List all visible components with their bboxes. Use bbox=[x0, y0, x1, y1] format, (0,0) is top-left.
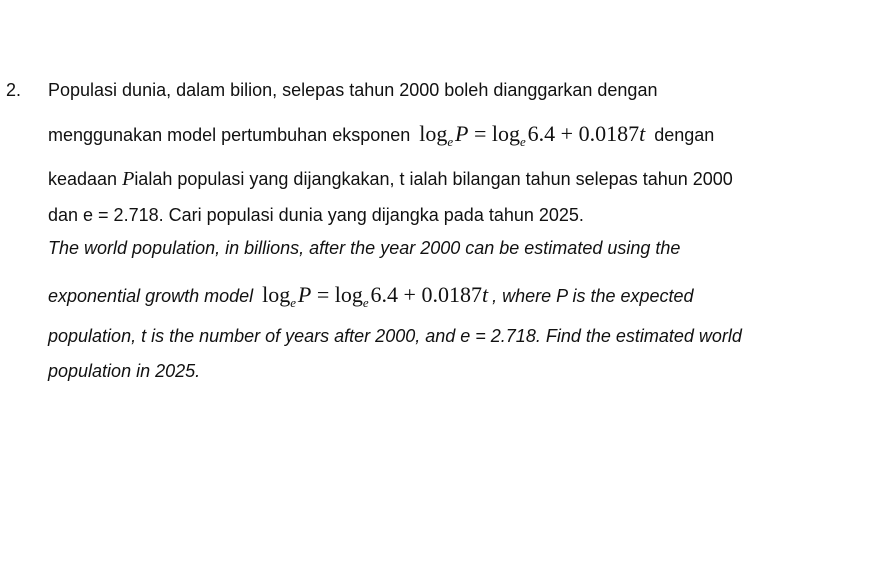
formula-english: $\log_e$ $P = \log_e$ 6.4 + 0.0187t bbox=[262, 282, 489, 310]
english-line-2-end: , where P is the expected bbox=[492, 286, 694, 306]
question-number: 2. bbox=[6, 80, 22, 100]
english-line-2 bbox=[48, 282, 694, 308]
malay-line-4: dan e = 2.718. Cari populasi dunia yang dijangka pada tahun 2025. bbox=[48, 205, 584, 225]
english-line-2-text: exponential growth model bbox=[48, 286, 254, 306]
malay-line-2-end: dengan bbox=[654, 125, 715, 145]
malay-line-1: Populasi dunia, dalam bilion, selepas tahun 2000 boleh dianggarkan dengan bbox=[48, 80, 658, 100]
malay-line-2 bbox=[48, 121, 714, 147]
english-line-1: The world population, in billions, after the year 2000 can be estimated using the bbox=[48, 238, 681, 258]
english-line-3: population, t is the number of years after 2000, and e = 2.718. Find the estimated world bbox=[48, 326, 742, 346]
formula-malay: $\log_e$ $P = \log_e$ 6.4 + 0.0187t bbox=[419, 121, 646, 149]
malay-line-3: keadaan Pialah populasi yang dijangkakan, t ialah bilangan tahun selepas tahun 2000 bbox=[48, 168, 733, 190]
english-line-4: population in 2025. bbox=[48, 361, 201, 381]
variable-p: P bbox=[122, 168, 135, 190]
malay-line-2-text: menggunakan model pertumbuhan eksponen bbox=[48, 125, 411, 145]
